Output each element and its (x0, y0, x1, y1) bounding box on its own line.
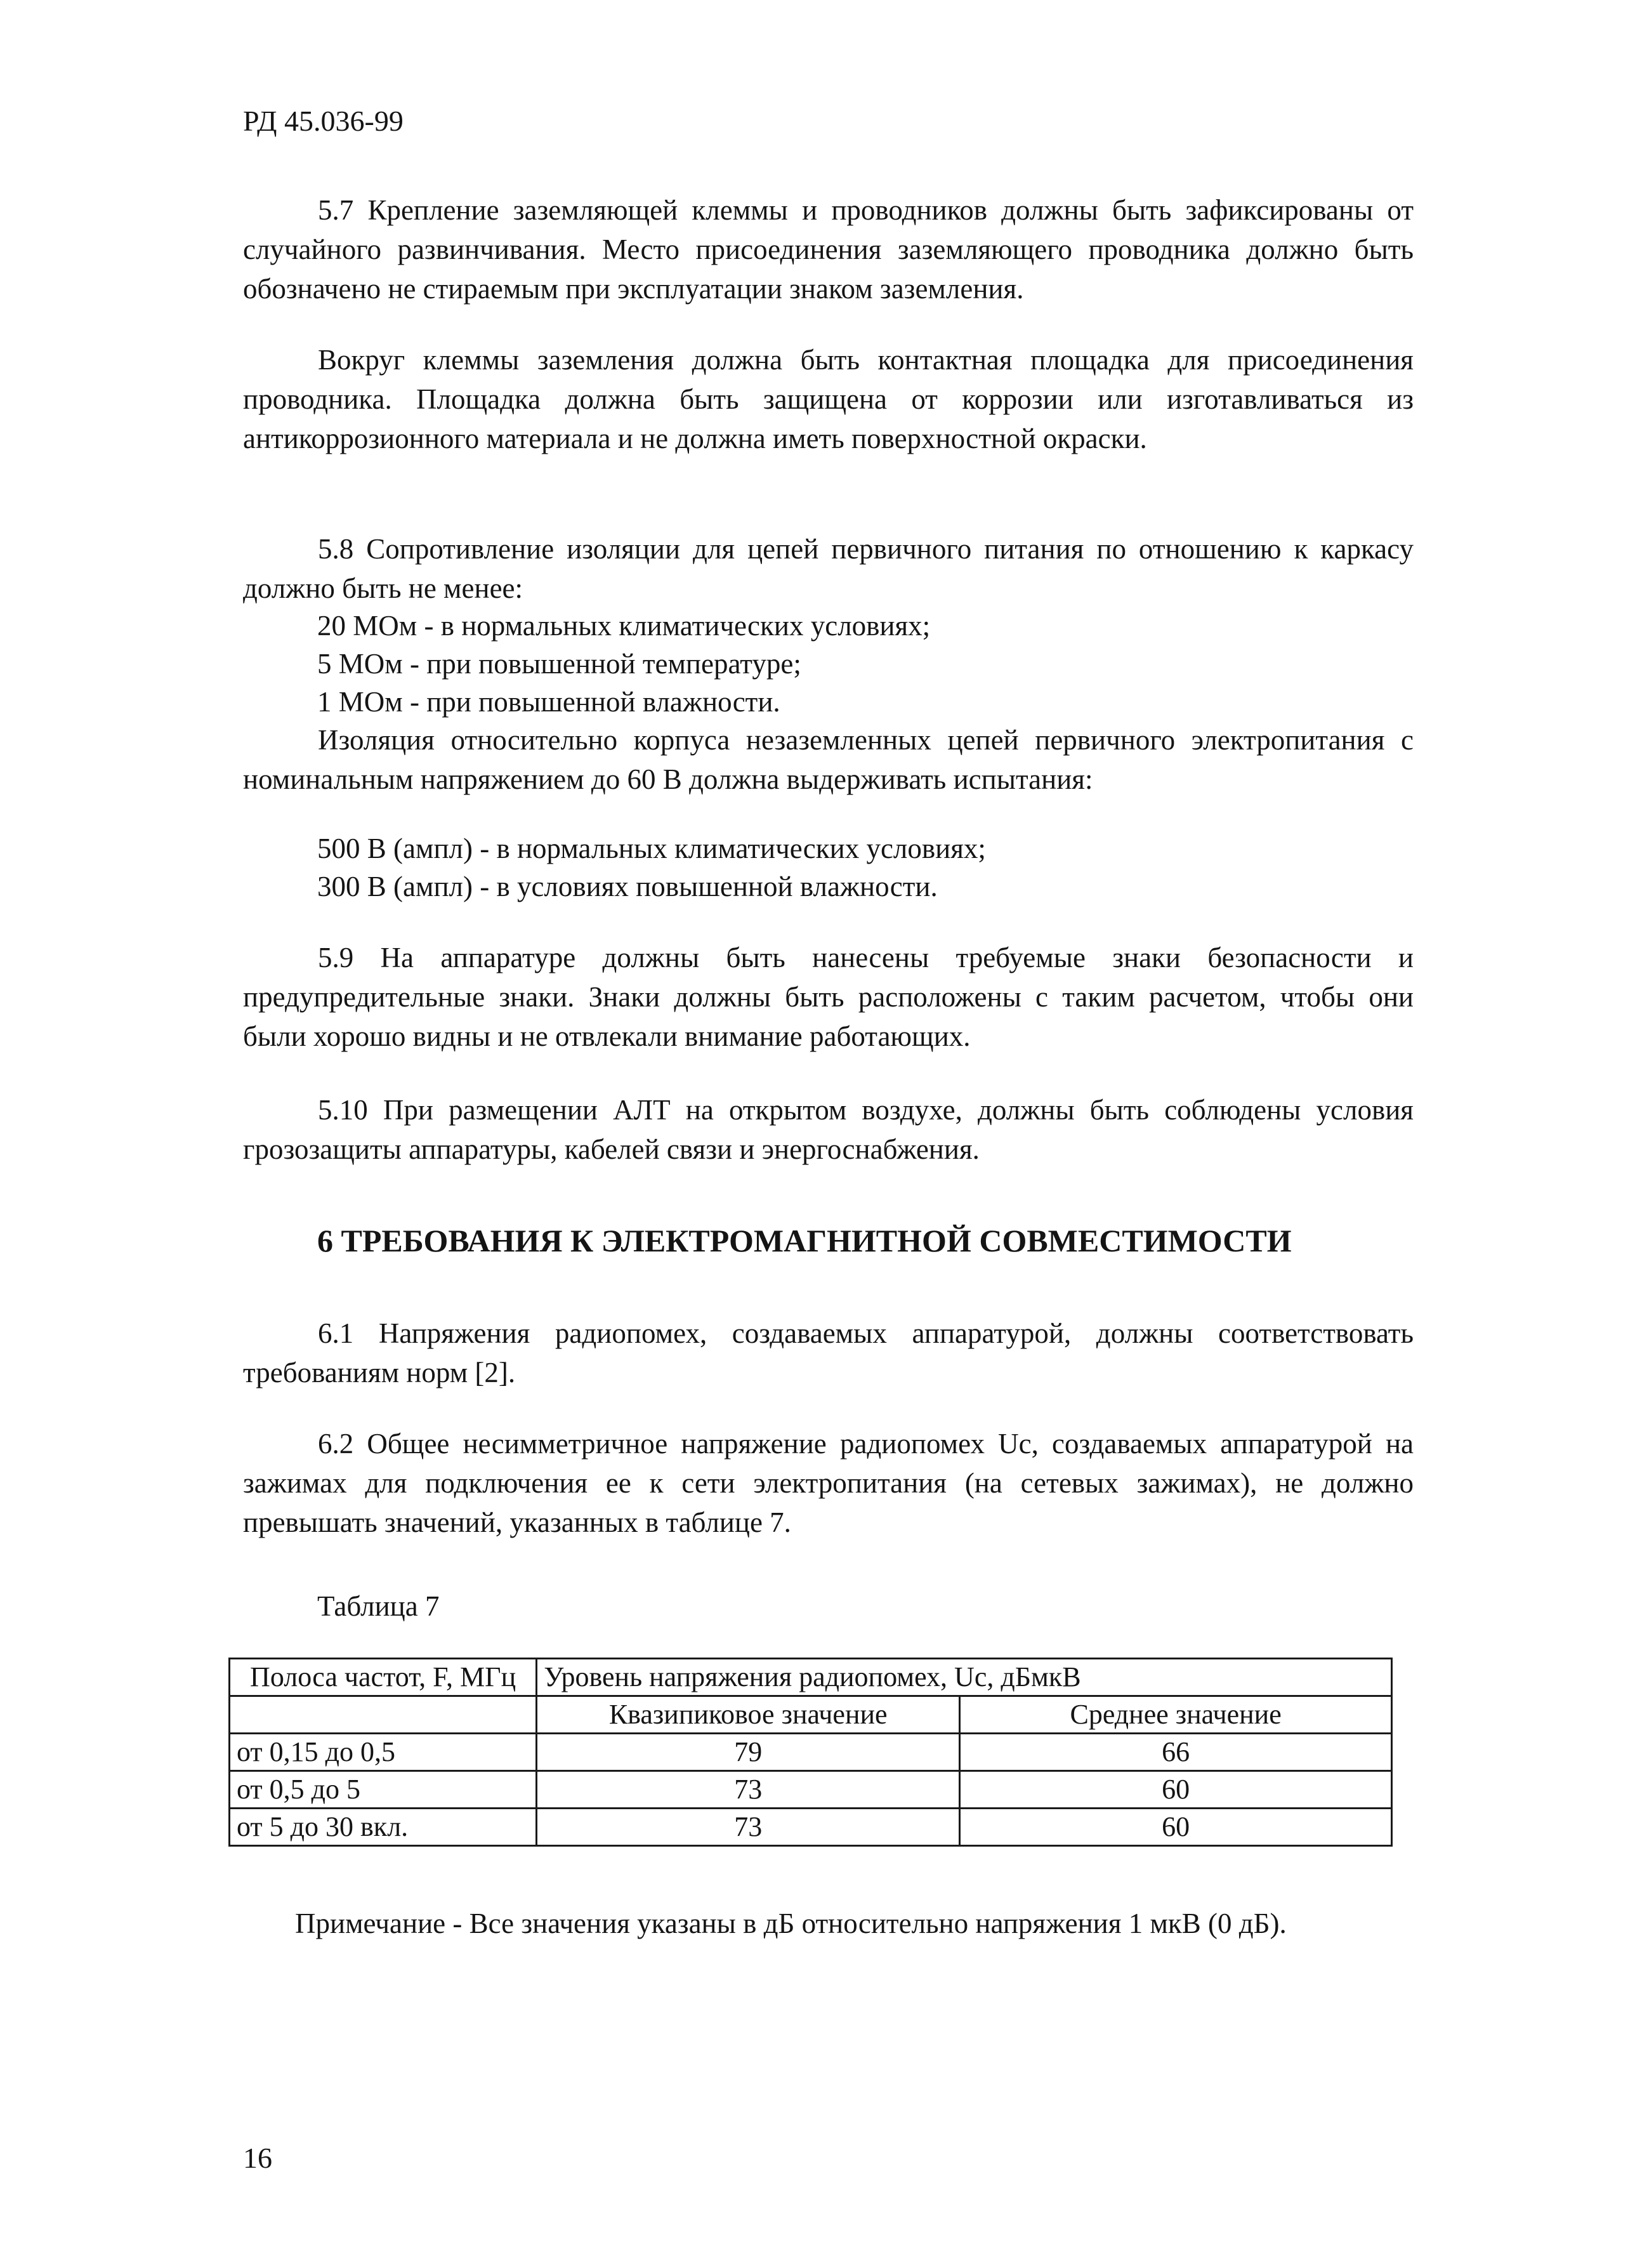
paragraph-6-2: 6.2 Общее несимметричное напряжение радиопомех Uc, создаваемых аппаратурой на зажимах для подключения ее к сети электропитания (на сетевых зажимах), не должно превышать значений, указанных в таблице 7. (243, 1428, 1414, 1538)
frequency-band-cell: от 0,5 до 5 (230, 1771, 537, 1809)
page-number: 16 (243, 2142, 272, 2174)
column-header-quasi-peak: Квазипиковое значение (537, 1696, 960, 1734)
paragraph-5-8-intro: 5.8 Сопротивление изоляции для цепей первичного питания по отношению к каркасу должно быть не менее: (243, 533, 1414, 604)
column-header-frequency-band: Полоса частот, F, МГц (230, 1659, 537, 1696)
table-row (230, 1734, 1392, 1771)
quasi-peak-cell: 73 (537, 1809, 960, 1846)
average-cell: 60 (960, 1771, 1392, 1809)
table-row (230, 1809, 1392, 1846)
quasi-peak-cell: 73 (537, 1771, 960, 1809)
section-heading: 6 ТРЕБОВАНИЯ К ЭЛЕКТРОМАГНИТНОЙ СОВМЕСТИМОСТИ (317, 1223, 1292, 1258)
paragraph-5-8-isolation: Изоляция относительно корпуса незаземленных цепей первичного электропитания с номинальным напряжением до 60 В должна выдерживать испытания: (243, 724, 1414, 795)
table-subheader-row (230, 1696, 1392, 1734)
average-cell: 60 (960, 1809, 1392, 1846)
average-cell: 66 (960, 1734, 1392, 1771)
list-item: 1 МОм - при повышенной влажности. (317, 686, 780, 718)
table-note: Примечание - Все значения указаны в дБ относительно напряжения 1 мкВ (0 дБ). (295, 1908, 1287, 1939)
emission-limits-table (228, 1658, 1393, 1847)
list-item: 5 МОм - при повышенной температуре; (317, 648, 801, 680)
paragraph-5-7-contact-pad: Вокруг клеммы заземления должна быть контактная площадка для присоединения проводника. Площадка должна быть защищена от коррозии или изготавливаться из антикоррозионного материала и не должна иметь поверхностной окраски. (243, 344, 1414, 454)
empty-cell (230, 1696, 537, 1734)
paragraph-5-9: 5.9 На аппаратуре должны быть нанесены требуемые знаки безопасности и предупредительные знаки. Знаки должны быть расположены с таким расчетом, чтобы они были хорошо видны и не отвлекали внимание работающих. (243, 942, 1414, 1052)
table-header-row (230, 1659, 1392, 1696)
paragraph-6-1: 6.1 Напряжения радиопомех, создаваемых аппаратурой, должны соответствовать требованиям норм [2]. (243, 1317, 1414, 1388)
column-group-header: Уровень напряжения радиопомех, Uc, дБмкВ (537, 1659, 1392, 1696)
quasi-peak-cell: 79 (537, 1734, 960, 1771)
list-item: 20 МОм - в нормальных климатических условиях; (317, 610, 931, 642)
paragraph-5-7: 5.7 Крепление заземляющей клеммы и проводников должны быть зафиксированы от случайного развинчивания. Место присоединения заземляющего проводника должно быть обозначено не стираемым при эксплуатации знаком заземления. (243, 194, 1414, 305)
list-item: 500 В (ампл) - в нормальных климатических условиях; (317, 833, 986, 864)
document-code: РД 45.036-99 (243, 105, 404, 137)
table-row (230, 1771, 1392, 1809)
column-header-average: Среднее значение (960, 1696, 1392, 1734)
list-item: 300 В (ампл) - в условиях повышенной влажности. (317, 871, 938, 902)
paragraph-5-10: 5.10 При размещении АЛТ на открытом воздухе, должны быть соблюдены условия грозозащиты аппаратуры, кабелей связи и энергоснабжения. (243, 1094, 1414, 1165)
table-caption: Таблица 7 (317, 1590, 440, 1622)
frequency-band-cell: от 0,15 до 0,5 (230, 1734, 537, 1771)
frequency-band-cell: от 5 до 30 вкл. (230, 1809, 537, 1846)
